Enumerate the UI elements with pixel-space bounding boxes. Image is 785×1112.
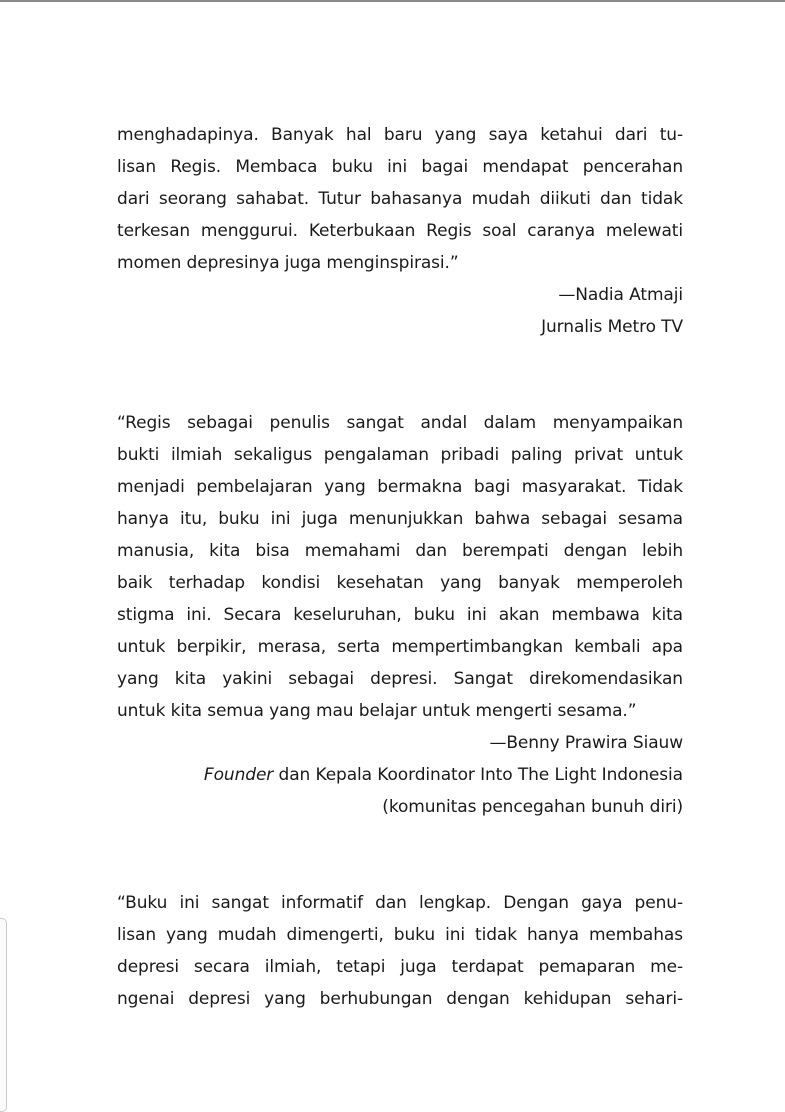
quote-line: depresi secara ilmiah, tetapi juga terdapat pemaparan me- (117, 957, 683, 977)
attribution-note: (komunitas pencegahan bunuh diri) (382, 797, 683, 817)
quote-line: menjadi pembelajaran yang bermakna bagi masyarakat. Tidak (117, 477, 683, 497)
attribution-role (117, 759, 683, 791)
testimonial-quote-3 (117, 887, 683, 1015)
page-edge-tab (0, 918, 7, 1112)
quote-line: dari seorang sahabat. Tutur bahasanya mudah diikuti dan tidak (117, 189, 683, 209)
testimonial-quote-2 (117, 407, 683, 727)
quote-line: lisan Regis. Membaca buku ini bagai mendapat pencerahan (117, 157, 683, 177)
top-border-line (0, 0, 785, 2)
attribution-2 (117, 727, 683, 823)
attribution-role-rest: dan Kepala Koordinator Into The Light Indonesia (273, 765, 683, 785)
quote-line: stigma ini. Secara keseluruhan, buku ini akan membawa kita (117, 605, 683, 625)
quote-line: baik terhadap kondisi kesehatan yang banyak memperoleh (117, 573, 683, 593)
quote-line: hanya itu, buku ini juga menunjukkan bahwa sebagai sesama (117, 509, 683, 529)
paragraph-gap (117, 343, 683, 407)
testimonial-quote-1 (117, 119, 683, 279)
quote-line: menghadapinya. Banyak hal baru yang saya ketahui dari tu- (117, 125, 683, 145)
attribution-author: —Nadia Atmaji (558, 285, 683, 305)
quote-line: terkesan menggurui. Keterbukaan Regis soal caranya melewati (117, 221, 683, 241)
quote-line: bukti ilmiah sekaligus pengalaman pribadi paling privat untuk (117, 445, 683, 465)
quote-line: ngenai depresi yang berhubungan dengan kehidupan sehari- (117, 989, 683, 1009)
quote-line: “Buku ini sangat informatif dan lengkap. Dengan gaya penu- (117, 893, 683, 913)
quote-line: manusia, kita bisa memahami dan berempati dengan lebih (117, 541, 683, 561)
quote-line: yang kita yakini sebagai depresi. Sangat direkomendasikan (117, 669, 683, 689)
attribution-author: —Benny Prawira Siauw (489, 733, 683, 753)
quote-line: untuk kita semua yang mau belajar untuk mengerti sesama.” (117, 701, 637, 721)
quote-line: lisan yang mudah dimengerti, buku ini tidak hanya membahas (117, 925, 683, 945)
quote-line: momen depresinya juga menginspirasi.” (117, 253, 459, 273)
attribution-1 (117, 279, 683, 343)
quote-line: “Regis sebagai penulis sangat andal dalam menyampaikan (117, 413, 683, 433)
quote-line: untuk berpikir, merasa, serta mempertimbangkan kembali apa (117, 637, 683, 657)
attribution-role-italic: Founder (203, 765, 274, 785)
paragraph-gap (117, 823, 683, 887)
attribution-role: Jurnalis Metro TV (541, 317, 683, 337)
page-body (117, 119, 683, 1015)
